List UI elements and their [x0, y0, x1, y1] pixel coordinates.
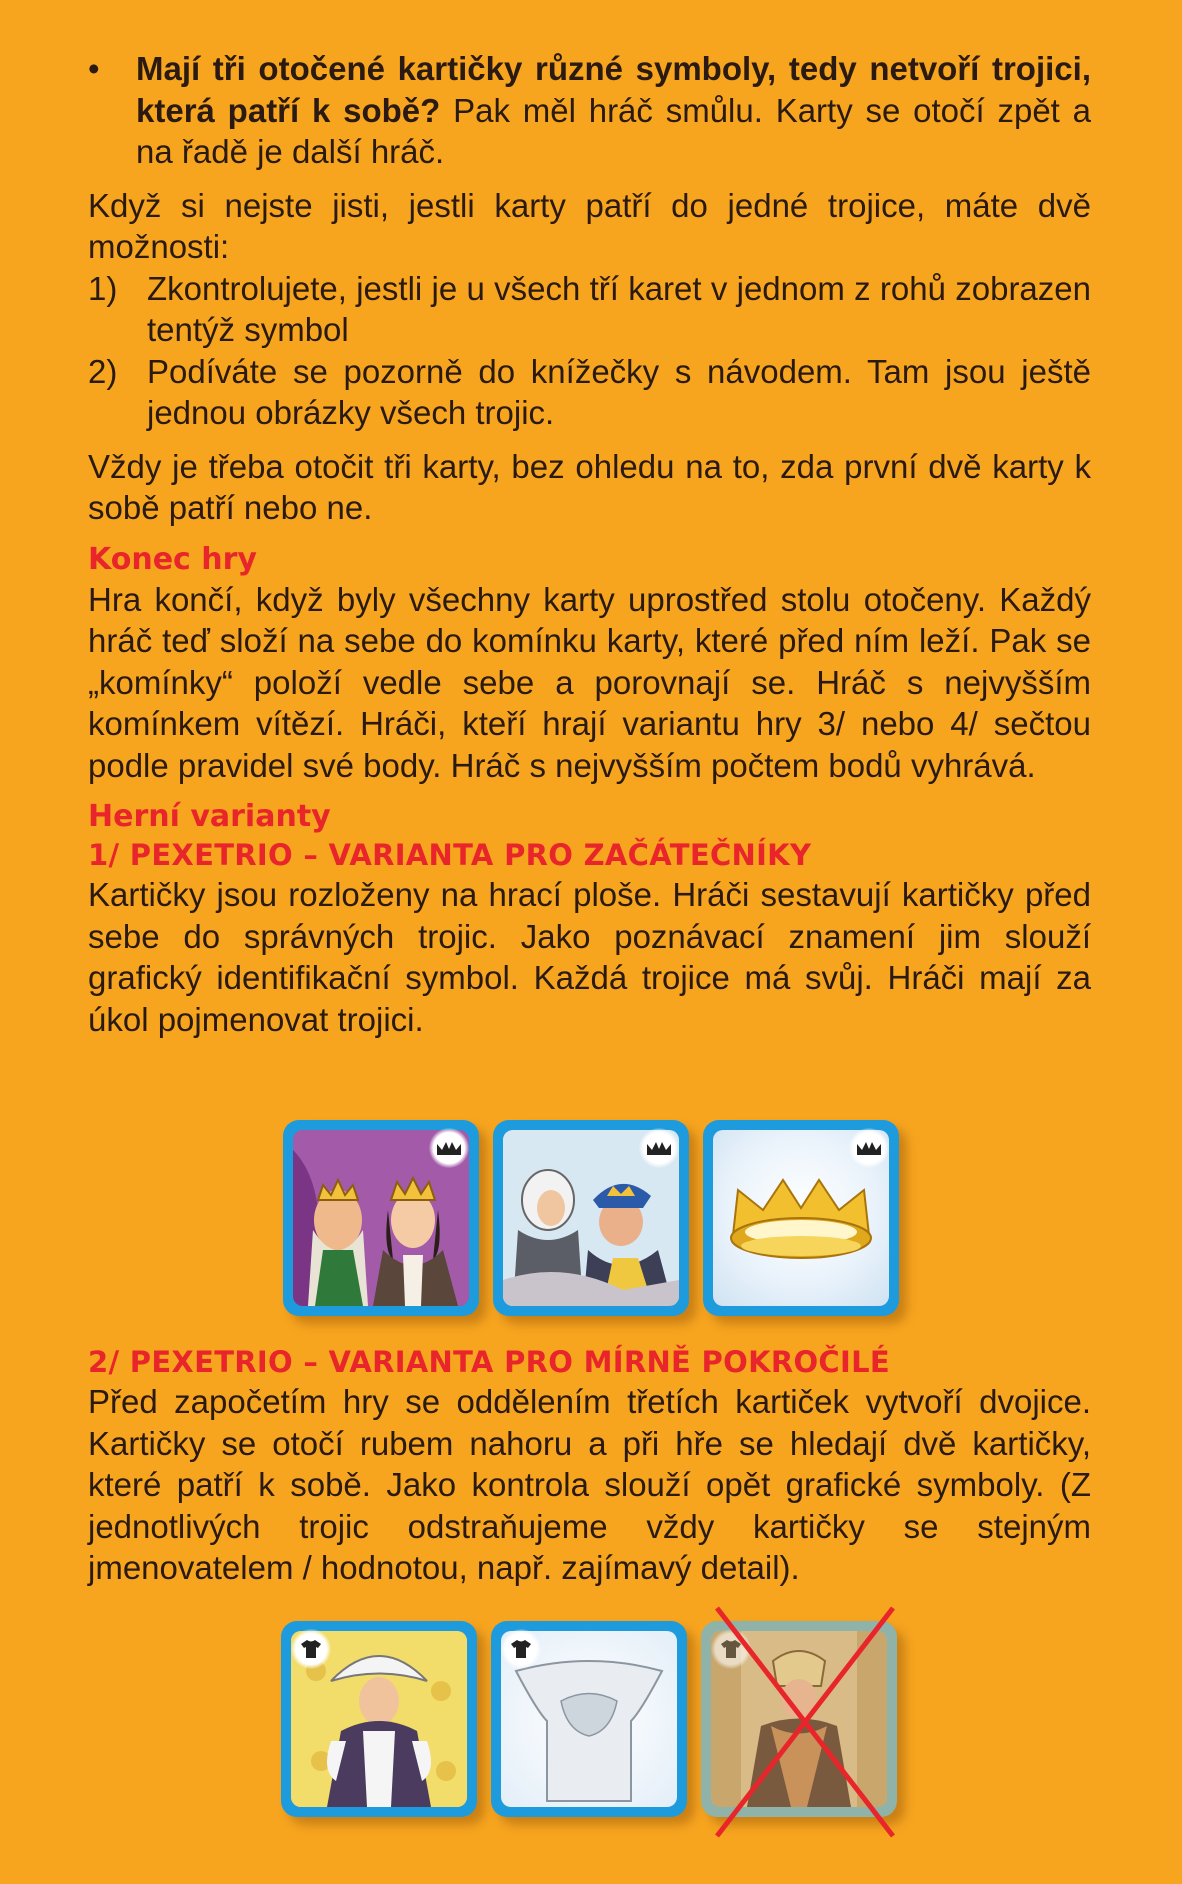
card-removed [701, 1621, 897, 1817]
crown-icon [849, 1128, 889, 1168]
variant1-paragraph: Kartičky jsou rozloženy na hrací ploše. Hráči sestavují kartičky před sebe do správných trojic. Jako poznávací znamení jim slouží grafický identifikační symbol. Každá trojice má svůj. Hráči mají za úkol pojmenovat trojici. [88, 876, 1091, 1038]
card-headdress-item [491, 1621, 687, 1817]
option-number: 2) [88, 352, 118, 390]
variant2-paragraph: Před započetím hry se oddělením třetích kartiček vytvoří dvojice. Kartičky se otočí rubem nahoru a při hře se hledají dvě kartičky, které patří k sobě. Jako kontrola slouží opět grafické symboly. (Z jednotlivých trojic odstraňujeme vždy kartičky se stejným jmenovatelem / hodnotou, např. zajímavý detail). [88, 1383, 1091, 1586]
crown-icon [639, 1128, 679, 1168]
always-paragraph: Vždy je třeba otočit tři karty, bez ohledu na to, zda první dvě karty k sobě patří nebo ne. [88, 447, 1091, 526]
bullet-bold-text: Mají tři otočené kartičky různé symboly, tedy netvoří trojici, která patří k sobě? [136, 50, 1091, 129]
option-item-1 [88, 268, 1091, 351]
bullet-item [88, 48, 1091, 173]
shirt-icon [711, 1629, 751, 1669]
variant1-title: 1/ PEXETRIO – VARIANTA PRO ZAČÁTEČNÍKY [88, 838, 812, 872]
variant2-title: 2/ PEXETRIO – VARIANTA PRO MÍRNĚ POKROČILÉ [88, 1345, 890, 1379]
shirt-icon [291, 1629, 331, 1669]
end-paragraph: Hra končí, když byly všechny karty uprostřed stolu otočeny. Každý hráč teď složí na sebe do komínku karty, které před ním leží. Pak se „komínky“ položí vedle sebe a porovnají se. Hráč s nejvyšším komínkem vítězí. Hráči, kteří hrají variantu hry 3/ nebo 4/ sečtou podle pravidel své body. Hráč s nejvyšším počtem bodů vyhrává. [88, 580, 1091, 784]
card-lady-headdress [281, 1621, 477, 1817]
variant2-section [88, 1343, 1091, 1589]
unsure-intro: Když si nejste jisti, jestli karty patří do jedné trojice, máte dvě možnosti: [88, 186, 1091, 265]
page-content [88, 48, 1091, 1040]
option-number: 1) [88, 269, 118, 307]
variants-heading: Herní varianty [88, 799, 331, 834]
crown-icon [429, 1128, 469, 1168]
option-text: Podíváte se pozorně do knížečky s návodem. Tam jsou ještě jednou obrázky všech trojic. [147, 352, 1091, 431]
bullet-rest-text: Pak měl hráč smůlu. Karty se otočí zpět a na řadě je další hráč. [136, 91, 1091, 170]
option-text: Zkontrolujete, jestli je u všech tří karet v jednom z rohů zobrazen tentýž symbol [147, 269, 1091, 348]
card-couple-hats [493, 1120, 689, 1316]
card-king-queen [283, 1120, 479, 1316]
shirt-icon [501, 1629, 541, 1669]
card-golden-crown [703, 1120, 899, 1316]
end-heading: Konec hry [88, 541, 257, 577]
bullet-dot-icon: • [88, 50, 100, 87]
option-item-2 [88, 351, 1091, 434]
